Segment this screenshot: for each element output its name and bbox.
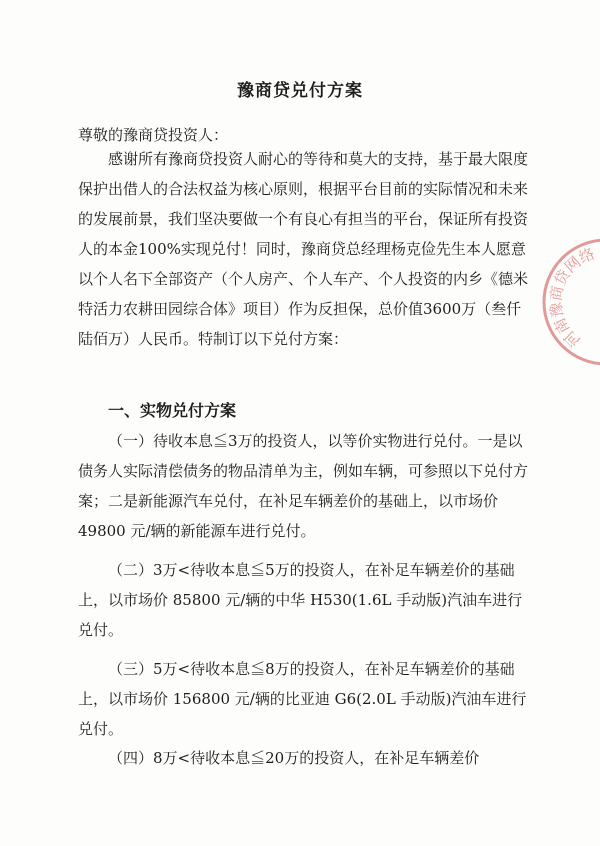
greeting: 尊敬的豫商贷投资人： bbox=[78, 126, 229, 144]
payout-item-2: （二）3万<待收本息≦5万的投资人，在补足车辆差价的基础上，以市场价 85800 元/辆的中华 H530(1.6L 手动版)汽油车进行兑付。 bbox=[78, 561, 523, 639]
payout-item-4: （四）8万<待收本息≦20万的投资人，在补足车辆差价 bbox=[108, 749, 480, 767]
intro-paragraph: 感谢所有豫商贷投资人耐心的等待和莫大的支持，基于最大限度保护出借人的合法权益为核心原则，根据平台目前的实际情况和未来的发展前景，我们坚决要做一个有良心有担当的平台，保证所有投资人的本金100%实现兑付！同时，豫商贷总经理杨克俭先生本人愿意以个人名下全部资产（个人房产、个人车产、个人投资的内乡《德米特活力农耕田园综合体》项目）作为反担保，总价值3600万（叁仟陆佰万）人民币。特制订以下兑付方案： bbox=[78, 150, 529, 348]
company-seal-stamp bbox=[536, 232, 600, 372]
document-title: 豫商贷兑付方案 bbox=[237, 81, 363, 101]
payout-item-3: （三）5万<待收本息≦8万的投资人，在补足车辆差价的基础上，以市场价 156800 元/辆的比亚迪 G6(2.0L 手动版)汽油车进行兑付。 bbox=[78, 660, 527, 738]
section-heading: 一、实物兑付方案 bbox=[108, 401, 237, 420]
payout-item-1: （一）待收本息≦3万的投资人，以等价实物进行兑付。一是以债务人实际清偿债务的物品清单为主，例如车辆，可参照以下兑付方案；二是新能源汽车兑付，在补足车辆差价的基础上，以市场价 49800 元/辆的新能源车进行兑付。 bbox=[78, 432, 529, 540]
seal-icon bbox=[536, 232, 600, 372]
svg-text:河南豫商贷网络: 河南豫商贷网络 bbox=[546, 244, 598, 351]
